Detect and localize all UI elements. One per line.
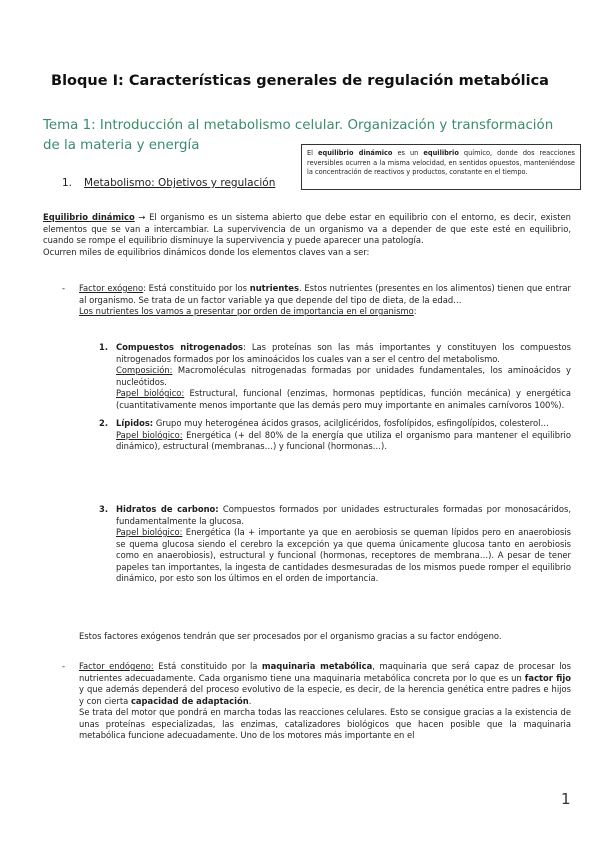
exogenous-label: Factor exógeno xyxy=(79,283,144,293)
endogenous-bold-machinery: maquinaria metabólica xyxy=(261,661,373,671)
item-1-role-text: Estructural, funcional (enzimas, hormonas peptídicas, función mecánica) y energética (cuantitativamente menos importante que las demás pero muy importante en animales carnívoros 100%). xyxy=(116,388,571,410)
endogenous-bold-fixed: factor fijo xyxy=(524,672,571,683)
item-2-role-text: Energética (+ del 80% de la energía que utiliza el organismo para mantener el equilibrio dinámico), estructural (membranas…) y funcional (hormonas…). xyxy=(116,429,571,451)
exogenous-paragraph xyxy=(79,283,571,318)
endogenous-paragraph xyxy=(79,661,571,742)
page-title: Bloque I: Características generales de regulación metabólica xyxy=(51,73,549,89)
item-carbohydrates xyxy=(116,504,571,585)
endogenous-text3: y que además dependerá del proceso evolutivo de la especie, es decir, de la herencia genética entre padres e hijos y con cierta xyxy=(79,684,571,706)
endogenous-text1: Está constituido por la xyxy=(153,661,262,671)
endogenous-bold-adaptation: capacidad de adaptación xyxy=(130,695,249,706)
box-prefix: El xyxy=(307,149,319,157)
item-2-role-label: Papel biológico: xyxy=(116,429,183,440)
definition-box xyxy=(301,144,581,190)
item-1-text: : Las proteínas son las más importantes y constituyen los compuestos nitrogenados formados por los aminoácidos los cuales van a ser el centro del metabolismo. xyxy=(116,342,572,364)
item-1-number: 1. xyxy=(99,342,109,352)
item-2-title: Lípidos: xyxy=(116,418,154,428)
item-3-text: Compuestos formados por unidades estructurales formadas por monosacáridos, fundamentalmente la glucosa. xyxy=(116,504,572,526)
endogenous-dash: - xyxy=(62,661,66,671)
box-term-equilibrium: equilibrio xyxy=(423,149,459,157)
section-title: Metabolismo: Objetivos y regulación xyxy=(84,177,276,189)
equilibrium-text: → El organismo es un sistema abierto que debe estar en equilibrio con el entorno, es decir, existen elementos que se van a intercambiar. La supervivencia de un organismo va a depender de que este esté en equilibrio, cuando se rompe el equilibrio disminuye la supervivencia y puede aparecer una patología. xyxy=(43,212,571,245)
item-2-number: 2. xyxy=(99,418,109,428)
box-term-dynamic-equilibrium: equilibrio dinámico xyxy=(318,149,393,157)
item-3-number: 3. xyxy=(99,504,109,514)
exogenous-bold: nutrientes xyxy=(249,283,299,293)
equilibrium-line2: Ocurren miles de equilibrios dinámicos donde los elementos claves van a ser: xyxy=(43,246,370,257)
exogenous-order-note: Los nutrientes los vamos a presentar por orden de importancia en el organismo xyxy=(79,306,414,316)
exogenous-order-colon: : xyxy=(413,306,417,316)
theme-heading: Tema 1: Introducción al metabolismo celular. Organización y transformación de la materia y energía xyxy=(43,118,554,153)
equilibrium-term: Equilibrio dinámico xyxy=(43,212,135,222)
exogenous-text2: . Estos nutrientes (presentes en los alimentos) tienen que entrar al organismo. Se trata de un factor variable ya que depende del tipo de dieta, de la edad… xyxy=(79,283,571,305)
item-nitrogen-compounds xyxy=(116,342,571,411)
item-1-composition-label: Composición: xyxy=(116,365,173,375)
exogenous-dash: - xyxy=(62,283,66,293)
box-mid: es un xyxy=(392,149,424,157)
endogenous-text4: . xyxy=(248,695,252,706)
item-1-role-label: Papel biológico: xyxy=(116,388,185,398)
item-1-title: Compuestos nitrogenados xyxy=(116,342,243,352)
section-heading xyxy=(62,177,275,189)
equilibrium-paragraph xyxy=(43,212,571,258)
item-lipids xyxy=(116,418,571,453)
item-1-composition-text: Macromoléculas nitrogenadas formadas por unidades fundamentales, los aminoácidos y nucleótidos. xyxy=(116,365,571,387)
page-number: 1 xyxy=(561,790,571,808)
endogenous-label: Factor endógeno: xyxy=(79,661,154,671)
section-number: 1. xyxy=(62,177,73,189)
exogenous-text1: : Está constituido por los xyxy=(143,283,250,293)
endogenous-text2: , maquinaria que será capaz de procesar los nutrientes adecuadamente. Cada organismo tiene una maquinaria metabólica concreta por lo que es un xyxy=(79,661,572,683)
item-3-role-label: Papel biológico: xyxy=(116,527,183,537)
exogenous-summary: Estos factores exógenos tendrán que ser procesados por el organismo gracias a su factor endógeno. xyxy=(79,631,502,641)
item-3-title: Hidratos de carbono: xyxy=(116,504,219,514)
box-rest: químico, donde dos reacciones reversibles ocurren a la misma velocidad, en sentidos opuestos, manteniéndose la concentración de reactivos y productos, constante en el tiempo. xyxy=(307,149,575,176)
endogenous-paragraph-2: Se trata del motor que pondrá en marcha todas las reacciones celulares. Esto se consigue gracias a la existencia de unas proteínas especializadas, las enzimas, catalizadores biológicos que hacen posible que la maquinaria metabólica funcione adecuadamente. Uno de los motores más importante en el xyxy=(79,707,571,740)
item-3-role-text: Energética (la + importante ya que en aerobiosis se queman lípidos pero en anaerobiosis se quema glucosa siendo el cerebro la excepción ya que quema únicamente glucosa tanto en aerobiosis como en anaerobiosis), estructural y funcional (hormonas, receptores de membrana…). A pesar de tener papeles tan importantes, la ingesta de cantidades desmesuradas de los mismos puede romper el equilibrio dinámico, por esto son los últimos en el orden de importancia. xyxy=(116,527,571,583)
item-2-text: Grupo muy heterogénea ácidos grasos, acilglicéridos, fosfolípidos, esfingolípidos, colesterol… xyxy=(153,418,549,428)
